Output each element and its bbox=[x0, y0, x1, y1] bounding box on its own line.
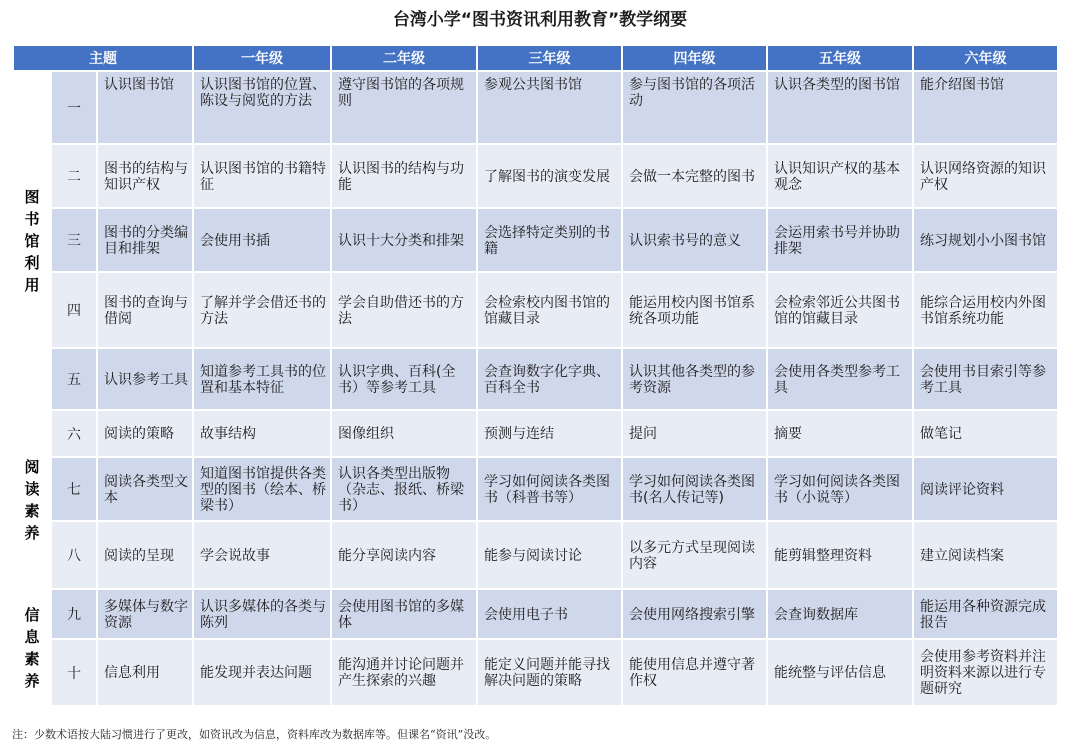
row-number: 五 bbox=[51, 348, 97, 410]
grade-4-cell: 提问 bbox=[622, 410, 767, 457]
grade-3-cell: 会选择特定类别的书籍 bbox=[477, 208, 622, 272]
grade-2-cell: 能沟通并讨论问题并产生探索的兴趣 bbox=[331, 639, 477, 706]
grade-5-cell: 学习如何阅读各类图书（小说等） bbox=[767, 457, 913, 521]
row-number: 九 bbox=[51, 589, 97, 639]
row-number: 十 bbox=[51, 639, 97, 706]
grade-6-cell: 会使用书目索引等参考工具 bbox=[913, 348, 1058, 410]
grade-4-cell: 能使用信息并遵守著作权 bbox=[622, 639, 767, 706]
group-label-text: 阅读素养 bbox=[24, 457, 40, 542]
grade-5-cell: 会检索邻近公共图书馆的馆藏目录 bbox=[767, 272, 913, 348]
group-label-text: 图书馆利用 bbox=[24, 187, 40, 294]
topic-cell: 多媒体与数字资源 bbox=[97, 589, 193, 639]
footnote: 注：少数术语按大陆习惯进行了更改，如资讯改为信息，资料库改为数据库等。但课名“资讯”没改。 bbox=[12, 728, 497, 741]
row-number: 七 bbox=[51, 457, 97, 521]
grade-4-cell: 以多元方式呈现阅读内容 bbox=[622, 521, 767, 589]
document-title: 台湾小学“图书资讯利用教育”教学纲要 bbox=[392, 10, 688, 30]
grade-6-cell: 能运用各种资源完成报告 bbox=[913, 589, 1058, 639]
grade-5-cell: 摘要 bbox=[767, 410, 913, 457]
row-number: 三 bbox=[51, 208, 97, 272]
grade-6-cell: 会使用参考资料并注明资料来源以进行专题研究 bbox=[913, 639, 1058, 706]
grade-4-cell: 学习如何阅读各类图书(名人传记等) bbox=[622, 457, 767, 521]
group-label-text: 信息素养 bbox=[24, 605, 40, 690]
grade-3-cell: 会使用电子书 bbox=[477, 589, 622, 639]
table-row bbox=[13, 639, 1058, 706]
grade-3-cell: 能参与阅读讨论 bbox=[477, 521, 622, 589]
grade-1-cell: 认识图书馆的位置、陈设与阅览的方法 bbox=[193, 71, 331, 144]
grade-1-cell: 认识多媒体的各类与陈列 bbox=[193, 589, 331, 639]
grade-5-cell: 会运用索书号并协助排架 bbox=[767, 208, 913, 272]
grade-6-cell: 能综合运用校内外图书馆系统功能 bbox=[913, 272, 1058, 348]
grade-1-cell: 认识图书馆的书籍特征 bbox=[193, 144, 331, 208]
header-grade-4: 四年级 bbox=[622, 45, 767, 71]
topic-cell: 图书的结构与知识产权 bbox=[97, 144, 193, 208]
table-row bbox=[13, 208, 1058, 272]
grade-3-cell: 参观公共图书馆 bbox=[477, 71, 622, 144]
grade-2-cell: 会使用图书馆的多媒体 bbox=[331, 589, 477, 639]
grade-3-cell: 学习如何阅读各类图书（科普书等） bbox=[477, 457, 622, 521]
grade-2-cell: 认识十大分类和排架 bbox=[331, 208, 477, 272]
table-row bbox=[13, 410, 1058, 457]
topic-cell: 认识图书馆 bbox=[97, 71, 193, 144]
grade-2-cell: 遵守图书馆的各项规则 bbox=[331, 71, 477, 144]
topic-cell: 图书的查询与借阅 bbox=[97, 272, 193, 348]
table-row bbox=[13, 144, 1058, 208]
row-number: 四 bbox=[51, 272, 97, 348]
grade-1-cell: 知道参考工具书的位置和基本特征 bbox=[193, 348, 331, 410]
topic-cell: 阅读的呈现 bbox=[97, 521, 193, 589]
row-number: 八 bbox=[51, 521, 97, 589]
header-grade-6: 六年级 bbox=[913, 45, 1058, 71]
topic-cell: 阅读的策略 bbox=[97, 410, 193, 457]
grade-5-cell: 认识各类型的图书馆 bbox=[767, 71, 913, 144]
grade-2-cell: 认识图书的结构与功能 bbox=[331, 144, 477, 208]
grade-3-cell: 预测与连结 bbox=[477, 410, 622, 457]
grade-3-cell: 会查询数字化字典、百科全书 bbox=[477, 348, 622, 410]
grade-1-cell: 了解并学会借还书的方法 bbox=[193, 272, 331, 348]
header-row bbox=[13, 45, 1058, 71]
row-number: 二 bbox=[51, 144, 97, 208]
grade-2-cell: 能分享阅读内容 bbox=[331, 521, 477, 589]
grade-4-cell: 能运用校内图书馆系统各项功能 bbox=[622, 272, 767, 348]
grade-3-cell: 能定义问题并能寻找解决问题的策略 bbox=[477, 639, 622, 706]
grade-2-cell: 认识各类型出版物（杂志、报纸、桥梁书） bbox=[331, 457, 477, 521]
topic-cell: 信息利用 bbox=[97, 639, 193, 706]
header-grade-2: 二年级 bbox=[331, 45, 477, 71]
grade-6-cell: 建立阅读档案 bbox=[913, 521, 1058, 589]
group-label bbox=[13, 589, 51, 706]
grade-6-cell: 阅读评论资料 bbox=[913, 457, 1058, 521]
table-row bbox=[13, 589, 1058, 639]
grade-3-cell: 会检索校内图书馆的馆藏目录 bbox=[477, 272, 622, 348]
grade-4-cell: 认识索书号的意义 bbox=[622, 208, 767, 272]
header-grade-5: 五年级 bbox=[767, 45, 913, 71]
grade-1-cell: 知道图书馆提供各类型的图书（绘本、桥梁书） bbox=[193, 457, 331, 521]
group-label bbox=[13, 71, 51, 410]
curriculum-table bbox=[12, 44, 1059, 707]
grade-1-cell: 故事结构 bbox=[193, 410, 331, 457]
grade-1-cell: 会使用书插 bbox=[193, 208, 331, 272]
grade-4-cell: 会使用网络搜索引擎 bbox=[622, 589, 767, 639]
grade-6-cell: 做笔记 bbox=[913, 410, 1058, 457]
topic-cell: 图书的分类编目和排架 bbox=[97, 208, 193, 272]
grade-1-cell: 学会说故事 bbox=[193, 521, 331, 589]
grade-5-cell: 认识知识产权的基本观念 bbox=[767, 144, 913, 208]
grade-2-cell: 学会自助借还书的方法 bbox=[331, 272, 477, 348]
grade-6-cell: 认识网络资源的知识产权 bbox=[913, 144, 1058, 208]
table-row bbox=[13, 71, 1058, 144]
grade-1-cell: 能发现并表达问题 bbox=[193, 639, 331, 706]
grade-6-cell: 练习规划小小图书馆 bbox=[913, 208, 1058, 272]
grade-4-cell: 参与图书馆的各项活动 bbox=[622, 71, 767, 144]
header-topic: 主题 bbox=[13, 45, 193, 71]
group-label bbox=[13, 410, 51, 589]
grade-4-cell: 会做一本完整的图书 bbox=[622, 144, 767, 208]
topic-cell: 认识参考工具 bbox=[97, 348, 193, 410]
grade-5-cell: 能统整与评估信息 bbox=[767, 639, 913, 706]
grade-5-cell: 会使用各类型参考工具 bbox=[767, 348, 913, 410]
grade-4-cell: 认识其他各类型的参考资源 bbox=[622, 348, 767, 410]
table-row bbox=[13, 521, 1058, 589]
grade-2-cell: 图像组织 bbox=[331, 410, 477, 457]
grade-2-cell: 认识字典、百科(全书）等参考工具 bbox=[331, 348, 477, 410]
table-row bbox=[13, 272, 1058, 348]
grade-6-cell: 能介绍图书馆 bbox=[913, 71, 1058, 144]
grade-3-cell: 了解图书的演变发展 bbox=[477, 144, 622, 208]
topic-cell: 阅读各类型文本 bbox=[97, 457, 193, 521]
row-number: 一 bbox=[51, 71, 97, 144]
table-row bbox=[13, 348, 1058, 410]
row-number: 六 bbox=[51, 410, 97, 457]
table-body bbox=[13, 71, 1058, 706]
grade-5-cell: 能剪辑整理资料 bbox=[767, 521, 913, 589]
table-row bbox=[13, 457, 1058, 521]
grade-5-cell: 会查询数据库 bbox=[767, 589, 913, 639]
header-grade-1: 一年级 bbox=[193, 45, 331, 71]
header-grade-3: 三年级 bbox=[477, 45, 622, 71]
